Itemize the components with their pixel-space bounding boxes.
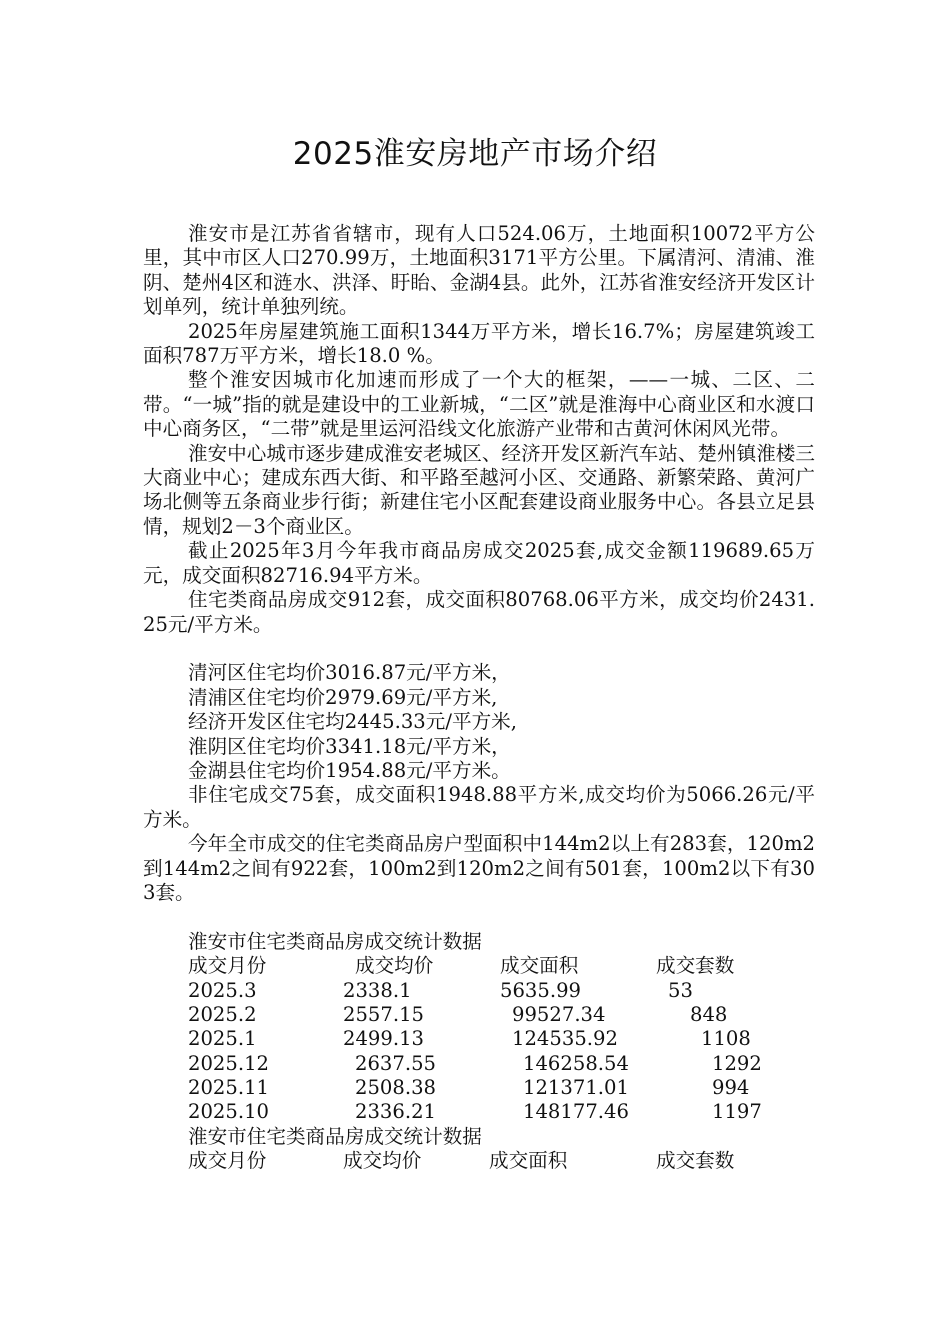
table-cell: 2508.38	[355, 1076, 437, 1100]
table-header-cell: 成交面积	[489, 1149, 568, 1173]
table2-header-row	[188, 1149, 815, 1173]
paragraph-sales: 截止2025年3月今年我市商品房成交2025套,成交金额119689.65万元，成交面积82716.94平方米。	[143, 539, 815, 587]
table-row	[188, 1003, 815, 1027]
table-cell: 2499.13	[343, 1027, 425, 1051]
table1-caption: 淮安市住宅类商品房成交统计数据	[188, 929, 482, 953]
table-cell: 148177.46	[523, 1100, 629, 1124]
table-row	[188, 979, 815, 1003]
table-header-cell: 成交月份	[188, 954, 267, 978]
table-cell: 2025.12	[188, 1051, 270, 1075]
district-price-line: 金湖县住宅均价1954.88元/平方米。	[188, 758, 511, 782]
table-cell: 146258.54	[523, 1051, 629, 1075]
table-cell: 2025.2	[188, 1002, 257, 1026]
spacer	[143, 637, 815, 661]
paragraph-unit-sizes: 今年全市成交的住宅类商品房户型面积中144m2以上有283套，120m2到144m2之间有922套，100m2到120m2之间有501套，100m2以下有303套。	[143, 832, 815, 904]
table-cell: 5635.99	[500, 978, 582, 1002]
district-price-line: 清河区住宅均价3016.87元/平方米，	[188, 661, 511, 685]
table-row	[188, 1100, 815, 1124]
table-header-cell: 成交面积	[500, 954, 579, 978]
table-cell: 1292	[712, 1051, 762, 1075]
table-cell: 2025.11	[188, 1076, 270, 1100]
table-header-cell: 成交均价	[343, 1149, 422, 1173]
document-body	[143, 222, 815, 1174]
table-row	[188, 1052, 815, 1076]
table-cell: 121371.01	[523, 1076, 629, 1100]
table-header-cell: 成交套数	[656, 954, 735, 978]
table-header-cell: 成交均价	[355, 954, 434, 978]
table-cell: 2637.55	[355, 1051, 437, 1075]
table-cell: 2338.1	[343, 978, 412, 1002]
table-row	[188, 1076, 815, 1100]
table-cell: 848	[690, 1002, 728, 1026]
spacer	[143, 905, 815, 929]
table-cell: 1108	[701, 1027, 751, 1051]
paragraph-framework: 整个淮安因城市化加速而形成了一个大的框架，——一城、二区、二带。“一城”指的就是建设中的工业新城，“二区”就是淮海中心商业区和水渡口中心商务区，“二带”就是里运河沿线文化旅游产业带和古黄河休闲风光带。	[143, 368, 815, 441]
table-cell: 2025.1	[188, 1027, 257, 1051]
paragraph-construction: 2025年房屋建筑施工面积1344万平方米，增长16.7%；房屋建筑竣工面积787万平方米，增长18.0 %。	[143, 319, 815, 368]
paragraph-non-residential: 非住宅成交75套，成交面积1948.88平方米,成交均价为5066.26元/平方米。	[143, 783, 815, 831]
table-cell: 99527.34	[512, 1002, 606, 1026]
district-price-line: 淮阴区住宅均价3341.18元/平方米，	[188, 734, 511, 758]
table-row	[188, 1027, 815, 1051]
district-price-line: 经济开发区住宅均2445.33元/平方米,	[188, 710, 517, 734]
table-cell: 53	[668, 978, 693, 1002]
paragraph-overview: 淮安市是江苏省省辖市，现有人口524.06万，土地面积10072平方公里，其中市区人口270.99万，土地面积3171平方公里。下属清河、清浦、淮阴、楚州4区和涟水、洪泽、盱眙、金湖4县。此外，江苏省淮安经济开发区计划单列，统计单独列统。	[143, 222, 815, 319]
document-title: 2025淮安房地产市场介绍	[292, 136, 658, 172]
district-price-line: 清浦区住宅均价2979.69元/平方米,	[188, 685, 498, 709]
table-header-cell: 成交套数	[656, 1149, 735, 1173]
table2-caption: 淮安市住宅类商品房成交统计数据	[188, 1124, 482, 1148]
table-cell: 1197	[712, 1100, 762, 1124]
paragraph-commercial: 淮安中心城市逐步建成淮安老城区、经济开发区新汽车站、楚州镇淮楼三大商业中心；建成东西大街、和平路至越河小区、交通路、新繁荣路、黄河广场北侧等五条商业步行街；新建住宅小区配套建设商业服务中心。各县立足县情，规划2－3个商业区。	[143, 441, 815, 538]
table-cell: 2557.15	[343, 1002, 425, 1026]
table-cell: 124535.92	[512, 1027, 618, 1051]
table-header-cell: 成交月份	[188, 1149, 267, 1173]
paragraph-residential: 住宅类商品房成交912套，成交面积80768.06平方米，成交均价2431.25元/平方米。	[143, 588, 815, 636]
table-cell: 994	[712, 1076, 750, 1100]
table-cell: 2025.10	[188, 1100, 270, 1124]
table-cell: 2025.3	[188, 978, 257, 1002]
table2	[188, 1149, 815, 1173]
table1-header-row	[188, 954, 815, 978]
table-cell: 2336.21	[355, 1100, 437, 1124]
table1	[188, 954, 815, 1125]
